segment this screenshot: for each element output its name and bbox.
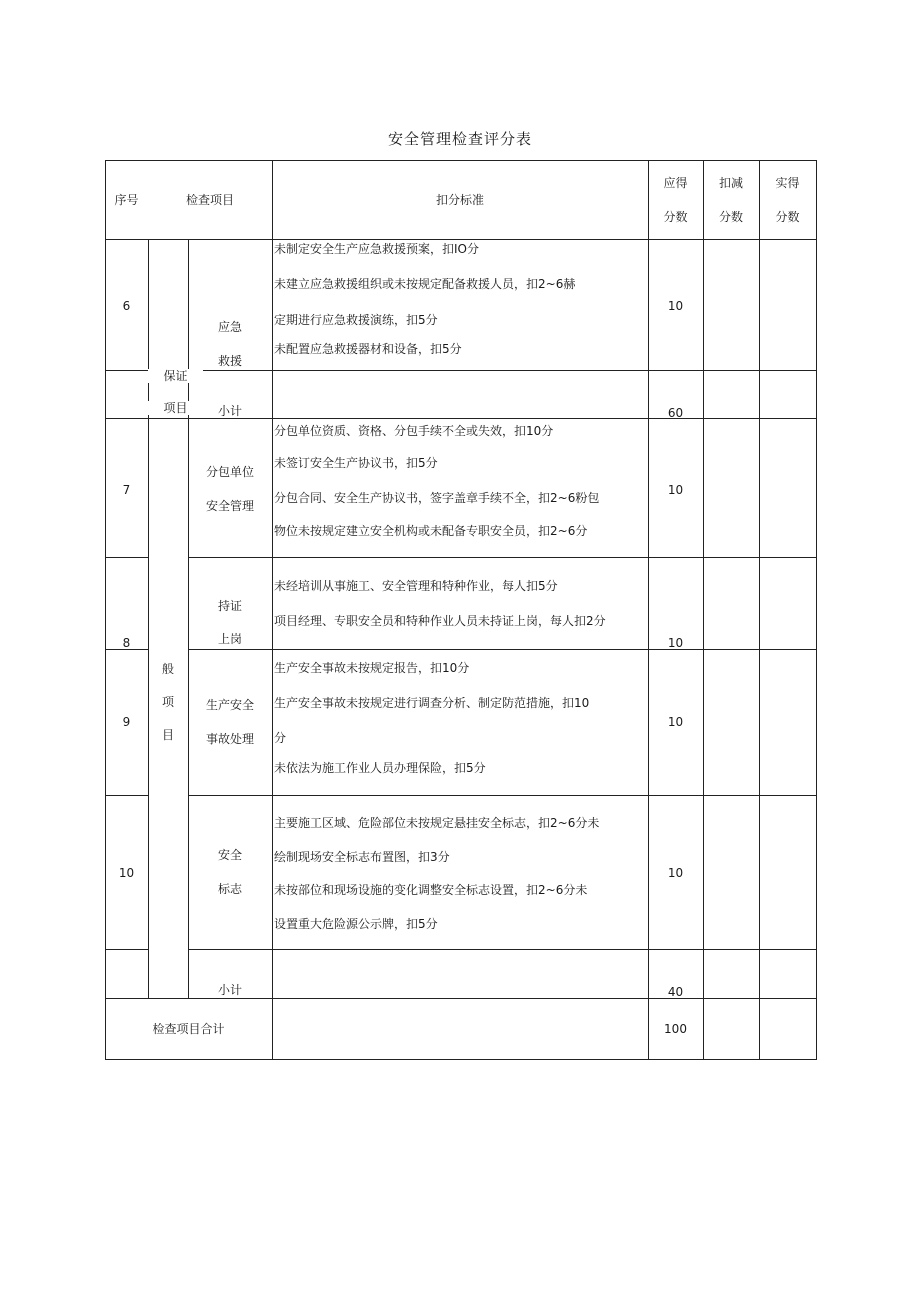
row-criteria: 分包单位资质、资格、分包手续不全或失效，扣10分 [274, 424, 554, 438]
row-score: 10 [667, 483, 684, 497]
row-divider [105, 370, 149, 371]
row-criteria: 项目经理、专职安全员和特种作业人员未持证上岗，每人扣2分 [274, 614, 606, 628]
row-divider [188, 649, 817, 650]
subtotal-score: 60 [667, 406, 684, 420]
table-border-bottom [105, 1059, 817, 1060]
row-criteria: 绘制现场安全标志布置图，扣3分 [274, 850, 450, 864]
subtotal-label: 小计 [217, 983, 242, 997]
row-criteria: 未制定安全生产应急救援预案，扣IO分 [274, 242, 479, 256]
group-general: 般 [161, 662, 174, 676]
row-divider [188, 557, 817, 558]
header-actual: 分数 [775, 210, 800, 224]
header-criteria: 扣分标准 [435, 193, 484, 207]
table-border-right [816, 160, 817, 1060]
row-criteria: 未按部位和现场设施的变化调整安全标志设置，扣2~6分未 [274, 883, 588, 897]
row-item: 救援 [217, 354, 242, 368]
header-divider [105, 239, 817, 240]
group-general: 项 [161, 695, 174, 709]
row-item: 安全 [217, 848, 242, 862]
row-seq: 6 [122, 299, 131, 313]
row-divider [188, 370, 817, 371]
row-score: 10 [667, 299, 684, 313]
row-criteria: 分包合同、安全生产协议书，签字盖章手续不全，扣2~6粉包 [274, 491, 600, 505]
row-item: 持证 [217, 599, 242, 613]
row-divider [105, 795, 149, 796]
row-criteria: 未配置应急救援器材和设备，扣5分 [274, 342, 462, 356]
row-score: 10 [667, 866, 684, 880]
row-divider [188, 795, 817, 796]
row-seq: 9 [122, 715, 131, 729]
row-item: 应急 [217, 320, 242, 334]
page-title: 安全管理检查评分表 [387, 130, 532, 148]
row-item: 标志 [217, 882, 242, 896]
subtotal-score: 40 [667, 985, 684, 999]
row-divider [105, 557, 149, 558]
group-general: 目 [161, 728, 174, 742]
row-criteria: 生产安全事故未按规定报告，扣10分 [274, 661, 470, 675]
row-criteria: 设置重大危险源公示牌，扣5分 [274, 917, 438, 931]
total-label: 检查项目合计 [152, 1022, 225, 1036]
subtotal-label: 小计 [217, 404, 242, 418]
col-divider [272, 160, 273, 1060]
header-due: 应得 [663, 176, 688, 190]
row-item: 分包单位 [205, 465, 254, 479]
header-deduct: 扣减 [718, 176, 743, 190]
row-divider [105, 418, 817, 419]
header-actual: 实得 [775, 176, 800, 190]
row-divider [105, 949, 149, 950]
row-criteria: 分 [274, 731, 287, 745]
col-divider [703, 160, 704, 1060]
row-item: 上岗 [217, 632, 242, 646]
total-score: 100 [664, 1022, 687, 1036]
row-seq: 7 [122, 483, 131, 497]
header-due: 分数 [663, 210, 688, 224]
row-item: 生产安全 [205, 698, 254, 712]
header-seq: 序号 [114, 193, 139, 207]
group-guarantee: 项目 [148, 401, 203, 415]
table-border-top [105, 160, 817, 161]
row-score: 10 [667, 715, 684, 729]
group-guarantee: 保证 [148, 369, 203, 383]
col-divider [759, 160, 760, 1060]
row-criteria: 未依法为施工作业人员办理保险，扣5分 [274, 761, 486, 775]
header-item: 检查项目 [185, 193, 234, 207]
header-deduct: 分数 [718, 210, 743, 224]
row-criteria: 定期进行应急救援演练，扣5分 [274, 313, 438, 327]
row-item: 安全管理 [205, 499, 254, 513]
row-score: 10 [667, 636, 684, 650]
row-criteria: 未经培训从事施工、安全管理和特种作业，每人扣5分 [274, 579, 558, 593]
row-criteria: 未签订安全生产协议书，扣5分 [274, 456, 438, 470]
row-criteria: 主要施工区域、危险部位未按规定悬挂安全标志，扣2~6分未 [274, 816, 600, 830]
row-criteria: 物位未按规定建立安全机构或未配备专职安全员，扣2~6分 [274, 524, 588, 538]
row-criteria: 生产安全事故未按规定进行调查分析、制定防范措施，扣10 [274, 696, 590, 710]
row-criteria: 未建立应急救援组织或未按规定配备救援人员，扣2~6赫 [274, 277, 576, 291]
row-divider [105, 998, 817, 999]
col-divider [648, 160, 649, 1060]
row-divider [188, 949, 817, 950]
row-item: 事故处理 [205, 732, 254, 746]
row-seq: 8 [122, 636, 131, 650]
table-border-left [105, 160, 106, 1060]
row-seq: 10 [118, 866, 135, 880]
col-divider [148, 239, 149, 999]
